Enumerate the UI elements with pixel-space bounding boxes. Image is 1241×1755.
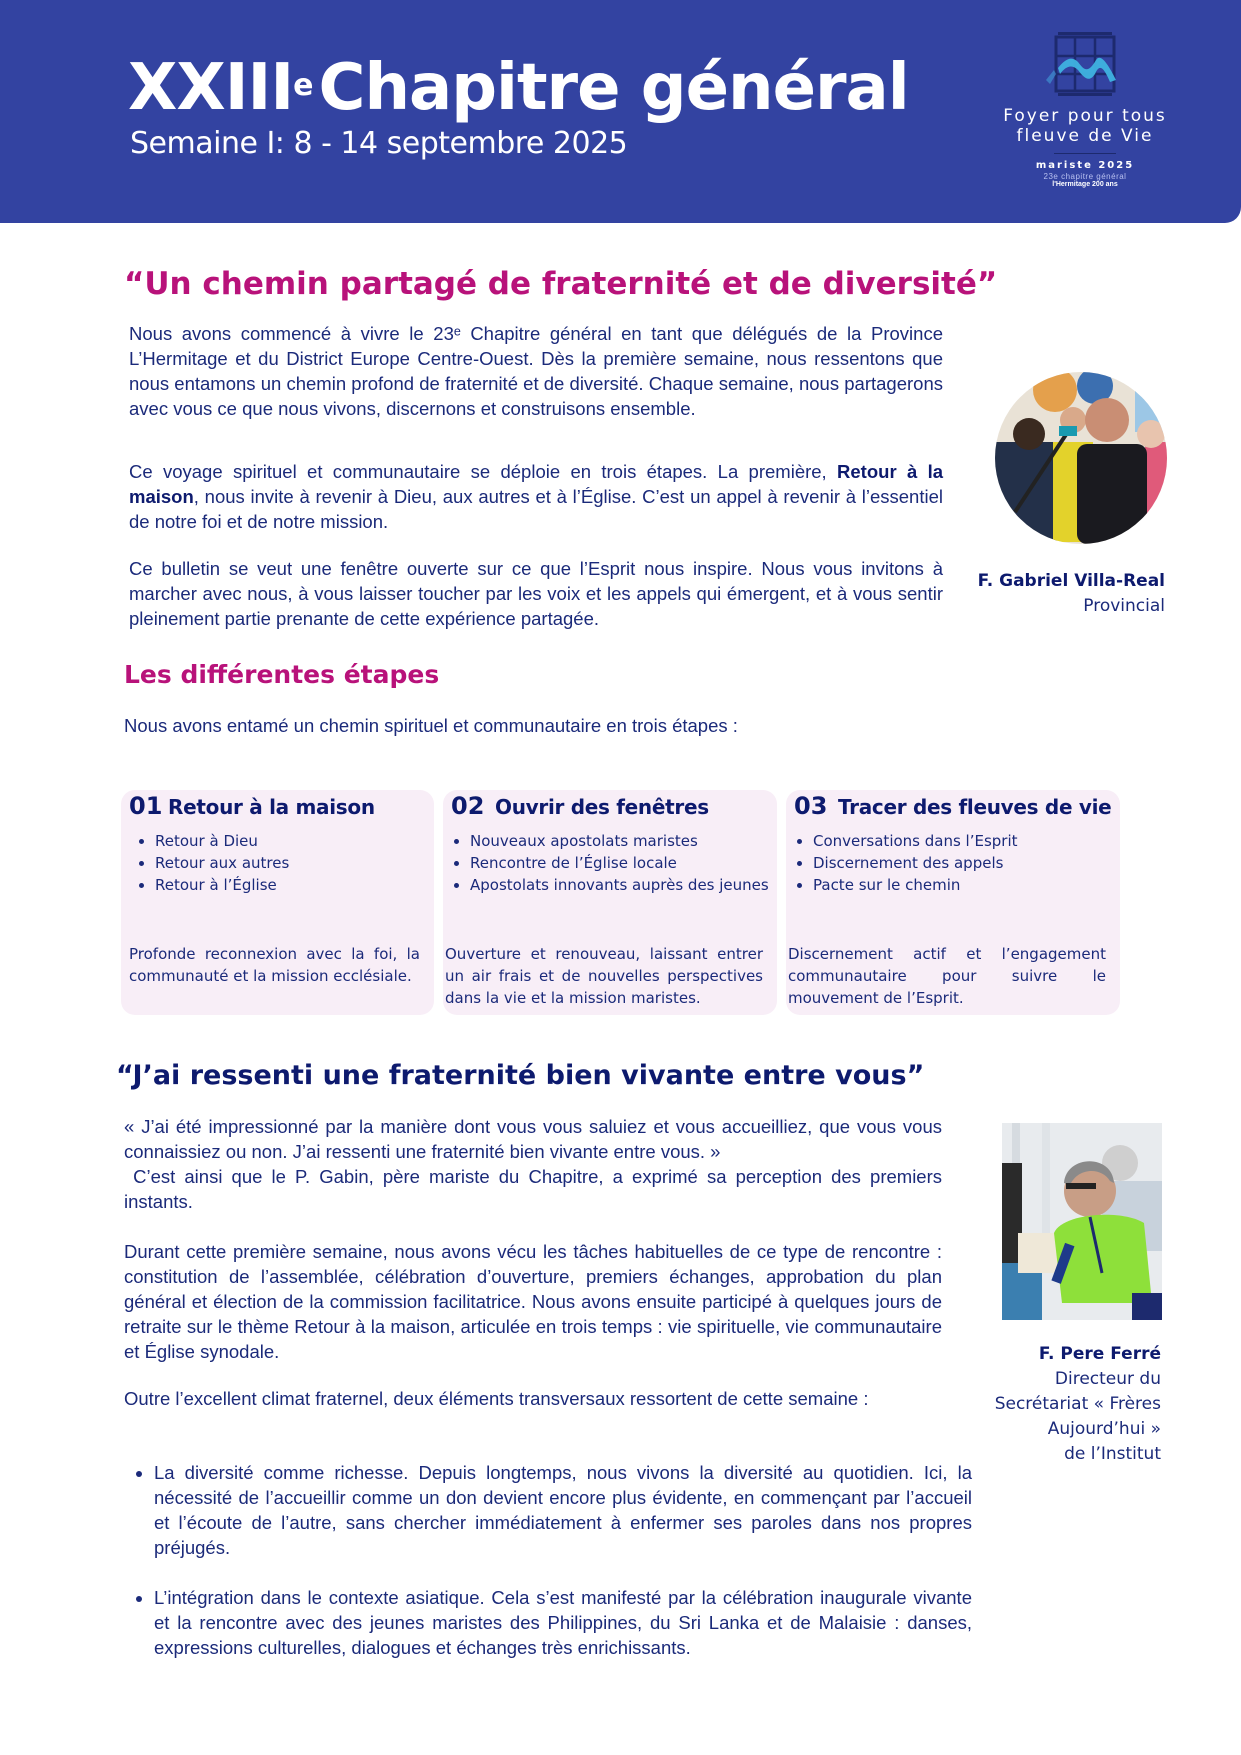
journey-paragraph — [129, 459, 943, 534]
title-superscript: e — [293, 68, 313, 103]
journey-highlight: Retour à la maison — [129, 461, 944, 507]
gabin-quote — [124, 1114, 942, 1214]
stages-intro: Nous avons entamé un chemin spirituel et communautaire en trois étapes : — [124, 715, 738, 736]
stage-number: 03 — [794, 792, 828, 820]
stage-items — [129, 830, 289, 896]
author-photo-pere — [1002, 1123, 1162, 1320]
author-caption-pere — [995, 1342, 1161, 1467]
stage-item: • Discernement des appels — [813, 852, 1018, 874]
stage-card-3 — [786, 790, 1120, 1015]
author-role: Provincial — [1083, 596, 1165, 616]
transversal-intro: Outre l’excellent climat fraternel, deux éléments transversaux ressortent de cette semaine : — [124, 1388, 869, 1409]
journey-text-start: Ce voyage spirituel et communautaire se déploie en trois étapes. La première, — [129, 461, 838, 482]
section-heading-shared-path: “Un chemin partagé de fraternité et de diversité” — [124, 266, 998, 302]
logo-tagline-1: Foyer pour tous — [1003, 106, 1167, 126]
logo-divider — [1054, 153, 1116, 154]
header-banner — [0, 0, 1241, 223]
stage-number: 02 — [451, 792, 485, 820]
stage-title: Ouvrir des fenêtres — [495, 795, 709, 819]
page-title — [128, 48, 909, 128]
section-heading-fraternity: “J’ai ressenti une fraternité bien vivante entre vous” — [116, 1060, 925, 1091]
stage-item: • Retour aux autres — [155, 852, 289, 874]
author-caption-gabriel — [978, 569, 1165, 619]
photo-placeholder-icon — [995, 372, 1167, 544]
logo-event-name: mariste 2025 — [1035, 160, 1135, 171]
intro-paragraph: Nous avons commencé à vivre le 23ᵉ Chapitre général en tant que délégués de la Province L’Hermitage et du District Europe Centre-Ouest. Dès la première semaine, nous ressentons que nous entamons un chemin profond de fraternité et de diversité. Chaque semaine, nous partagerons avec vous ce que nous vivons, discernons et construisons ensemble. — [129, 323, 943, 419]
stage-items — [787, 830, 1018, 896]
transversal-element: • La diversité comme richesse. Depuis longtemps, nous vivons la diversité au quotidien. Ici, la nécessité de l’accueillir comme un don devient encore plus évidente, en commençant par l’accueil et l’écoute de l’autre, sans chercher immédiatement à enfermer ses paroles dans nos propres préjugés. — [154, 1460, 972, 1560]
journey-text-end: , nous invite à revenir à Dieu, aux autres et à l’Église. C’est un appel à revenir à l’essentiel de notre foi et de notre mission. — [129, 486, 943, 532]
transversal-elements-list — [124, 1460, 972, 1685]
stage-items — [444, 830, 769, 896]
title-roman-numeral: XXIII — [128, 51, 294, 125]
stage-description: Discernement actif et l’engagement communautaire pour suivre le mouvement de l’Esprit. — [788, 945, 1106, 1007]
author-photo-gabriel — [995, 372, 1167, 544]
transversal-element: • L’intégration dans le contexte asiatique. Cela s’est manifesté par la célébration inaugurale vivante et la rencontre avec des jeunes maristes des Philippines, du Sri Lanka et de Malaisie : danses, expressions culturelles, dialogues et échanges très enrichissants. — [154, 1585, 972, 1660]
stage-item: • Apostolats innovants auprès des jeunes — [470, 874, 769, 896]
author-role-line: Aujourd’hui » — [1047, 1419, 1161, 1439]
quote-text: « J’ai été impressionné par la manière dont vous vous saluiez et vous accueilliez, que vous vous connaissiez ou non. J’ai ressenti une fraternité bien vivante entre vous. » — [124, 1116, 942, 1162]
window-river-logo-icon — [1040, 30, 1130, 100]
bulletin-paragraph: Ce bulletin se veut une fenêtre ouverte sur ce que l’Esprit nous inspire. Nous vous invitons à marcher avec nous, à vous laisser toucher par les voix et les appels qui émergent, et à vous sentir pleinement partie prenante de cette expérience partagée. — [129, 558, 943, 629]
stage-item: • Retour à l’Église — [155, 874, 289, 896]
stage-item: • Pacte sur le chemin — [813, 874, 1018, 896]
photo-placeholder-icon — [1002, 1123, 1162, 1320]
page-subtitle: Semaine I: 8 - 14 septembre 2025 — [130, 126, 628, 161]
logo-chapter-label: 23e chapitre général — [1043, 172, 1127, 181]
logo-anniversary-label: l'Hermitage 200 ans — [1052, 181, 1118, 188]
author-role-line: Directeur du — [1054, 1369, 1161, 1389]
stage-card-2 — [443, 790, 777, 1015]
author-role-line: de l’Institut — [1064, 1444, 1161, 1464]
stage-item: • Retour à Dieu — [155, 830, 289, 852]
stage-item: • Rencontre de l’Église locale — [470, 852, 769, 874]
stage-title: Retour à la maison — [168, 795, 375, 819]
stage-description: Ouverture et renouveau, laissant entrer un air frais et de nouvelles perspectives dans la vie et la mission maristes. — [445, 945, 763, 1007]
section-heading-stages: Les différentes étapes — [124, 660, 440, 689]
author-name: F. Pere Ferré — [1038, 1344, 1161, 1364]
author-role-line: Secrétariat « Frères — [994, 1394, 1161, 1414]
author-name: F. Gabriel Villa-Real — [977, 571, 1165, 591]
logo-tagline-2: fleuve de Vie — [1016, 126, 1154, 146]
quote-attribution: C’est ainsi que le P. Gabin, père mariste du Chapitre, a exprimé sa perception des premiers instants. — [124, 1166, 943, 1212]
title-text: Chapitre général — [318, 51, 909, 125]
stage-number: 01 — [129, 792, 163, 820]
chapter-logo — [985, 30, 1185, 200]
first-week-paragraph: Durant cette première semaine, nous avons vécu les tâches habituelles de ce type de rencontre : constitution de l’assemblée, célébration d’ouverture, premiers échanges, approbation du plan général et élection de la commission facilitatrice. Nous avons ensuite participé à quelques jours de retraite sur le thème Retour à la maison, articulée en trois temps : vie spirituelle, vie communautaire et Église synodale. — [124, 1241, 942, 1362]
stage-description: Profonde reconnexion avec la foi, la communauté et la mission ecclésiale. — [129, 945, 420, 985]
stage-card-1 — [121, 790, 434, 1015]
stage-item: • Nouveaux apostolats maristes — [470, 830, 769, 852]
stage-item: • Conversations dans l’Esprit — [813, 830, 1018, 852]
stage-title: Tracer des fleuves de vie — [838, 795, 1112, 819]
